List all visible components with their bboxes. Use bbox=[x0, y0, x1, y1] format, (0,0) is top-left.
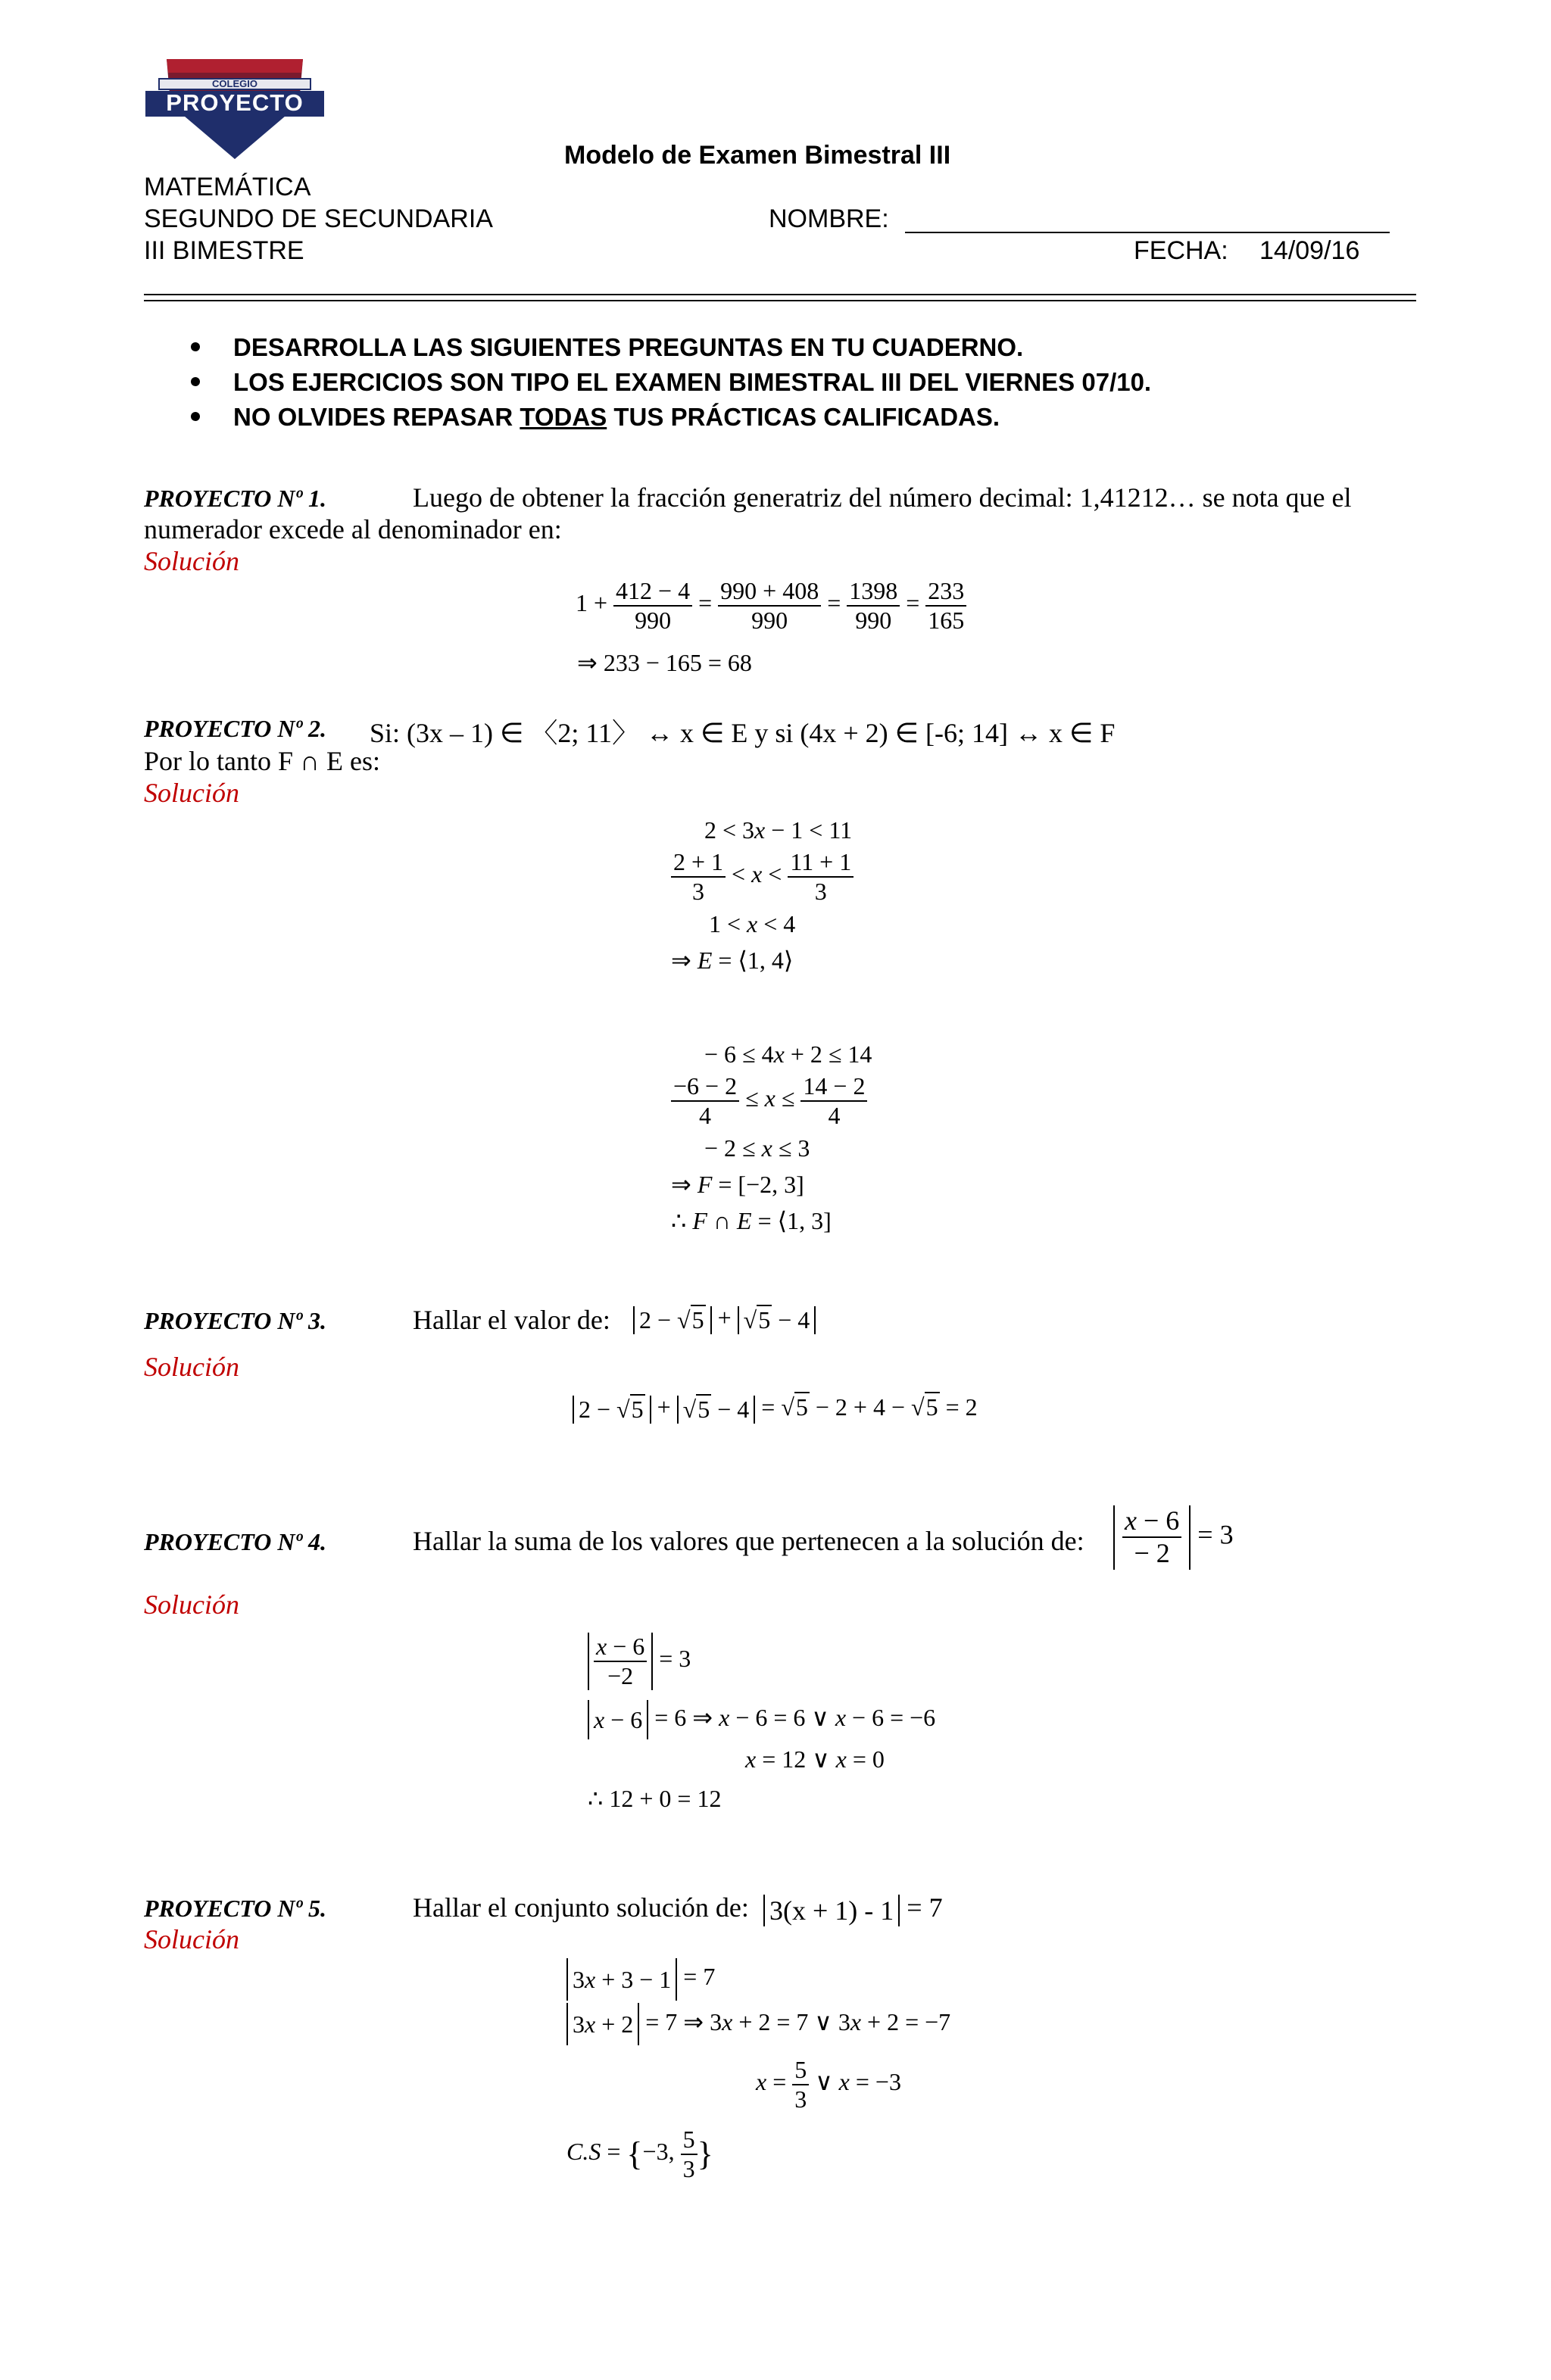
problem-2-statement-cont: Por lo tanto F ∩ E es: bbox=[144, 746, 380, 776]
period-label: III BIMESTRE bbox=[144, 236, 304, 265]
problem-3-expression: 2 − √5 + √5 − 4 bbox=[633, 1304, 816, 1334]
bullet-icon bbox=[191, 377, 200, 386]
problem-5-statement: Hallar el conjunto solución de: bbox=[413, 1892, 749, 1923]
bullet-icon bbox=[191, 412, 200, 421]
problem-2-math-e: 2 < 3x − 1 < 11 $\frac{2 + 1}{3}$ < x < $\frac{11 + 1}{3}$ 1 < x < 4 ⇒ E = ⟨1, 4⟩ bbox=[671, 812, 854, 978]
problem-2-math-f: − 6 ≤ 4x + 2 ≤ 14 $\frac{-6 - 2}{4}$ ≤ x ≤ $\frac{14 - 2}{4}$ − 2 ≤ x ≤ 3 ⇒ F = [−2, 3] ∴ F ∩ E = ⟨1, 3] bbox=[671, 1040, 872, 1234]
problem-4-expression: $\frac{x - 6}{- 2}$ = 3 bbox=[1113, 1505, 1234, 1570]
problem-4-label: PROYECTO Nº 4. bbox=[144, 1528, 327, 1555]
problem-3-label: PROYECTO Nº 3. bbox=[144, 1307, 327, 1334]
problem-4-solution-label: Solución bbox=[144, 1589, 239, 1620]
subject-label: MATEMÁTICA bbox=[144, 173, 311, 201]
grade-label: SEGUNDO DE SECUNDARIA bbox=[144, 204, 493, 233]
problem-2-statement: Si: (3x – 1) ∈ 〈2; 11〉 ↔ x ∈ E y si (4x + 2) ∈ [-6; 14] ↔ x ∈ F bbox=[370, 718, 1116, 748]
bullet-icon bbox=[191, 342, 200, 351]
header-divider-bottom bbox=[144, 300, 1416, 301]
school-logo bbox=[144, 55, 326, 161]
problem-5-math: 3x + 3 − 1 = 7 3x + 2 = 7 ⇒ 3x + 2 = 7 ∨ 3x + 2 = −7 x = $\frac{5}{3}$ ∨ x = −3 C.S = {−3, $\frac{5}{3}$ } bbox=[566, 1955, 950, 2183]
problem-3-math: 2 − √5 + √5 − 4 = √5 − 2 + 4 − √5 = 2 bbox=[573, 1393, 978, 1424]
header-divider-top bbox=[144, 294, 1416, 295]
name-label: NOMBRE: bbox=[769, 204, 889, 233]
problem-1-math: 1 + $\frac{412 - 4}{990}$ = $\frac{990 + 408}{990}$ = $\frac{1398}{990}$ = $\frac{233}{165}$ bbox=[576, 577, 966, 635]
problem-1-solution-label: Solución bbox=[144, 546, 239, 576]
problem-5-expression: 3(x + 1) - 1 = 7 bbox=[763, 1892, 943, 1926]
instruction-2: LOS EJERCICIOS SON TIPO EL EXAMEN BIMESTRAL III DEL VIERNES 07/10. bbox=[191, 368, 1151, 397]
logo-top-text: COLEGIO bbox=[212, 78, 257, 89]
problem-2-label: PROYECTO Nº 2. bbox=[144, 715, 327, 742]
problem-1-statement-cont: numerador excede al denominador en: bbox=[144, 514, 562, 544]
date-label: FECHA: bbox=[1134, 236, 1228, 265]
problem-1-result: ⇒ 233 − 165 = 68 bbox=[577, 649, 752, 676]
name-field-line bbox=[905, 232, 1390, 233]
problem-1-label: PROYECTO Nº 1. bbox=[144, 485, 327, 512]
problem-5-solution-label: Solución bbox=[144, 1924, 239, 1954]
problem-2-solution-label: Solución bbox=[144, 778, 239, 808]
instruction-1: DESARROLLA LAS SIGUIENTES PREGUNTAS EN TU CUADERNO. bbox=[191, 333, 1023, 362]
problem-4-statement: Hallar la suma de los valores que pertenecen a la solución de: bbox=[413, 1526, 1084, 1556]
logo-main-text: PROYECTO bbox=[166, 89, 304, 116]
page-title: Modelo de Examen Bimestral III bbox=[564, 141, 951, 170]
problem-3-solution-label: Solución bbox=[144, 1352, 239, 1382]
problem-4-math: $\frac{x - 6}{-2}$ = 3 x − 6 = 6 ⇒ x − 6 = 6 ∨ x − 6 = −6 x = 12 ∨ x = 0 ∴ 12 + 0 = 12 bbox=[588, 1633, 936, 1813]
problem-1-statement: Luego de obtener la fracción generatriz del número decimal: 1,41212… se nota que el bbox=[413, 482, 1352, 513]
date-value: 14/09/16 bbox=[1259, 236, 1360, 265]
problem-5-label: PROYECTO Nº 5. bbox=[144, 1895, 327, 1922]
instruction-3: NO OLVIDES REPASAR TODAS TUS PRÁCTICAS CALIFICADAS. bbox=[191, 403, 1000, 432]
problem-3-statement: Hallar el valor de: bbox=[413, 1305, 610, 1335]
